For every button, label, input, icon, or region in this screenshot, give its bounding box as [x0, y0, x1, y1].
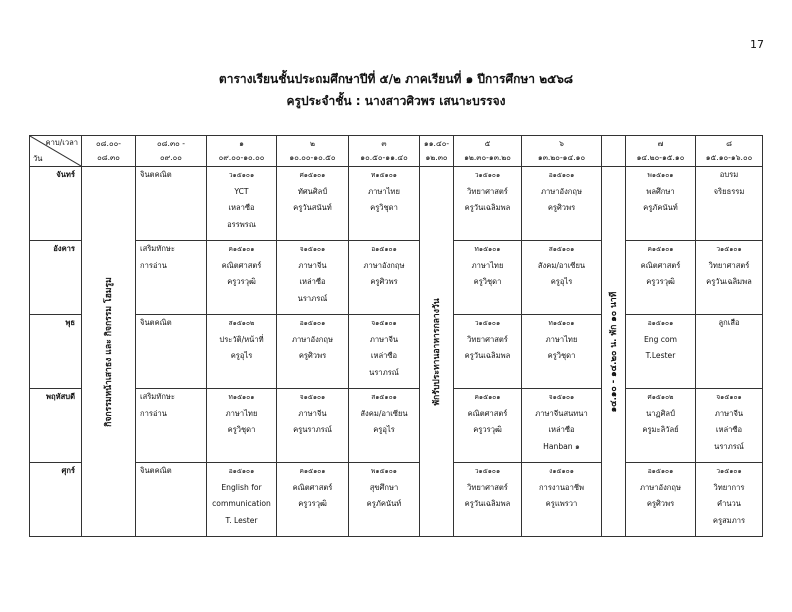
period-cell: จ๑๕๑๐๑ ภาษาจีน เหล่าซือ นราภรณ์	[696, 389, 763, 463]
break-label: ๑๔.๑๐ - ๑๔.๒๐ น. พัก ๑๐ นาที	[608, 291, 619, 412]
header-lunch: ๑๑.๔๐- ๑๒.๓๐	[420, 136, 454, 167]
period-cell: จ๑๕๑๐๑ ภาษาจีน ครูนราภรณ์	[277, 389, 349, 463]
day-label: ศุกร์	[30, 463, 82, 537]
corner-label-day: วัน	[33, 154, 43, 163]
header-period-8: ๘ ๑๕.๑๐-๑๖.๐๐	[696, 136, 763, 167]
period-cell: ค๑๕๑๐๑ คณิตศาสตร์ ครูวรวุฒิ	[277, 463, 349, 537]
period-cell: ค๑๕๑๐๑ คณิตศาสตร์ ครูวรวุฒิ	[207, 241, 277, 315]
period-cell: อ๑๕๑๐๑ English for communication T. Lester	[207, 463, 277, 537]
timetable	[29, 135, 763, 537]
day-label: จันทร์	[30, 167, 82, 241]
header-period-7: ๗ ๑๔.๒๐-๑๕.๑๐	[626, 136, 696, 167]
table-row	[30, 315, 763, 389]
period-cell: จ๑๕๑๐๑ ภาษาจีน เหล่าซือ นราภรณ์	[349, 315, 420, 389]
period-cell: ค๑๕๑๐๑ คณิตศาสตร์ ครูวรวุฒิ	[626, 241, 696, 315]
period-cell: พ๑๕๑๐๑ พลศึกษา ครูภัคนันท์	[626, 167, 696, 241]
period-cell: ว๑๕๑๐๑ วิทยาศาสตร์ ครูวันเฉลิมพล	[454, 167, 522, 241]
page-title: ตารางเรียนชั้นประถมศึกษาปีที่ ๕/๒ ภาคเรียนที่ ๑ ปีการศึกษา ๒๕๖๘	[218, 72, 574, 86]
table-row	[30, 241, 763, 315]
period-cell: ท๑๕๑๐๑ ภาษาไทย ครูวิชุดา	[207, 389, 277, 463]
period-cell: อ๑๕๑๐๑ ภาษาอังกฤษ ครูศิวพร	[626, 463, 696, 537]
table-row	[30, 463, 763, 537]
header-period-5: ๕ ๑๒.๓๐-๑๓.๒๐	[454, 136, 522, 167]
period-cell: ว๑๕๑๐๑ วิทยาศาสตร์ ครูวันเฉลิมพล	[696, 241, 763, 315]
period-cell: ว๑๕๑๐๑ YCT เหลาซือ อรรพรณ	[207, 167, 277, 241]
period-cell: ส๑๕๑๐๑ สังคม/อาเซียน ครูอุไร	[522, 241, 602, 315]
page-number: 17	[750, 38, 764, 51]
period-cell: อ๑๕๑๐๑ ภาษาอังกฤษ ครูศิวพร	[349, 241, 420, 315]
period-cell: ค๑๕๑๐๑ คณิตศาสตร์ ครูวรวุฒิ	[454, 389, 522, 463]
period-cell: ท๑๕๑๐๑ ภาษาไทย ครูวิชุดา	[522, 315, 602, 389]
timetable-container	[29, 135, 763, 537]
period-cell: ว๑๕๑๐๑ วิทยาศาสตร์ ครูวันเฉลิมพล	[454, 463, 522, 537]
morning-cell: เสริมทักษะ การอ่าน	[136, 389, 207, 463]
period-cell: ส๑๕๑๐๑ สังคม/อาเซียน ครูอุไร	[349, 389, 420, 463]
period-cell: ศ๑๕๑๐๒ นาฏศิลป์ ครูมะลิวัลย์	[626, 389, 696, 463]
lunch-label: พักรับประทานอาหารกลางวัน	[431, 297, 442, 406]
activity-label: กิจกรรมหน้าเสาธง และ กิจกรรม โฮมรูม	[103, 276, 114, 427]
period-cell: ง๑๕๑๐๑ การงานอาชีพ ครูแพรวา	[522, 463, 602, 537]
period-cell: อ๑๕๑๐๑ ภาษาอังกฤษ ครูศิวพร	[277, 315, 349, 389]
period-cell: ว๑๕๑๐๑ วิทยาการ คำนวน ครูสมภาร	[696, 463, 763, 537]
table-row	[30, 167, 763, 241]
header-period-2: ๒ ๑๐.๐๐-๑๐.๕๐	[277, 136, 349, 167]
lunch-column	[420, 167, 454, 537]
period-cell: อบรม จริยธรรม	[696, 167, 763, 241]
period-cell: ท๑๕๑๐๑ ภาษาไทย ครูวิชุดา	[349, 167, 420, 241]
activity-column	[82, 167, 136, 537]
period-cell: ท๑๕๑๐๑ ภาษาไทย ครูวิชุดา	[454, 241, 522, 315]
period-cell: พ๑๕๑๐๑ สุขศึกษา ครูภัคนันท์	[349, 463, 420, 537]
day-label: พฤหัสบดี	[30, 389, 82, 463]
morning-cell: จินตคณิต	[136, 463, 207, 537]
period-cell: จ๑๕๑๐๑ ภาษาจีน เหล่าซือ นราภรณ์	[277, 241, 349, 315]
morning-cell: จินตคณิต	[136, 315, 207, 389]
header-period-6: ๖ ๑๓.๒๐-๑๔.๑๐	[522, 136, 602, 167]
day-label: พุธ	[30, 315, 82, 389]
corner-label-period: คาบ/เวลา	[45, 138, 78, 147]
morning-cell: จินตคณิต	[136, 167, 207, 241]
morning-cell: เสริมทักษะ การอ่าน	[136, 241, 207, 315]
header-0830: ๐๘.๓๐ - ๐๙.๐๐	[136, 136, 207, 167]
period-cell: ส๑๕๑๐๒ ประวัติ/หน้าที่ ครูอุไร	[207, 315, 277, 389]
period-cell: อ๑๕๑๐๑ ภาษาอังกฤษ ครูศิวพร	[522, 167, 602, 241]
header-row	[30, 136, 763, 167]
period-cell: จ๑๕๑๐๑ ภาษาจีนสนทนา เหล่าซือ Hanban ๑	[522, 389, 602, 463]
header-0800: ๐๘.๐๐- ๐๘.๓๐	[82, 136, 136, 167]
header-period-1: ๑ ๐๙.๐๐-๑๐.๐๐	[207, 136, 277, 167]
period-cell: ว๑๕๑๐๑ วิทยาศาสตร์ ครูวันเฉลิมพล	[454, 315, 522, 389]
header-period-3: ๓ ๑๐.๕๐-๑๑.๔๐	[349, 136, 420, 167]
period-cell: ศ๑๕๑๐๑ ทัศนศิลป์ ครูวันสนันท์	[277, 167, 349, 241]
break-column	[602, 167, 626, 537]
homeroom-teacher: ครูประจำชั้น : นางสาวศิวพร เสนาะบรรจง	[286, 94, 506, 108]
period-cell: ลูกเสือ	[696, 315, 763, 389]
period-cell: อ๑๕๑๐๑ Eng com T.Lester	[626, 315, 696, 389]
header-corner	[30, 136, 82, 167]
day-label: อังคาร	[30, 241, 82, 315]
table-row	[30, 389, 763, 463]
header-break	[602, 136, 626, 167]
